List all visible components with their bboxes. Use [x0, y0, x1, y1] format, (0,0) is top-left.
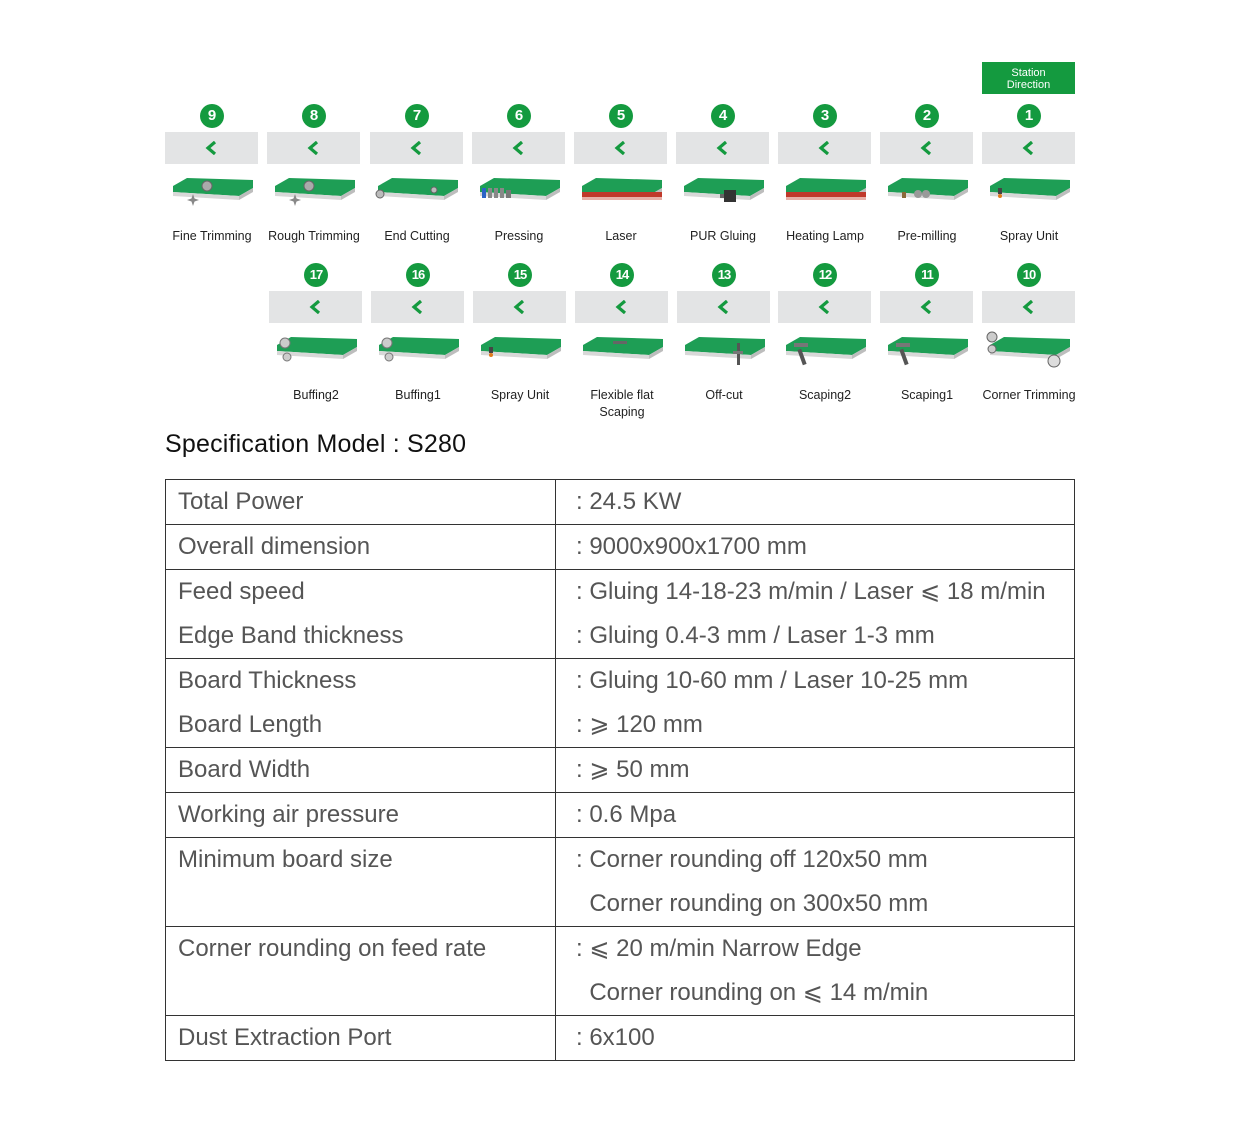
spec-value: : ⩾ 50 mm — [576, 756, 690, 783]
spray-unit-machine-icon — [984, 172, 1074, 222]
spec-value: : Corner rounding off 120x50 mm — [576, 846, 928, 873]
spec-table — [165, 479, 1075, 1061]
spec-row — [166, 927, 1075, 1016]
chevron-left-icon — [614, 141, 628, 155]
station-direction-label — [982, 62, 1075, 94]
station-label: PUR Gluing — [690, 229, 756, 243]
spec-key: Edge Band thickness — [178, 622, 404, 649]
chevron-left-icon — [818, 141, 832, 155]
direction-arrow-bar — [676, 132, 769, 164]
station-label: Buffing1 — [395, 388, 441, 402]
pressing-machine-icon — [474, 172, 564, 222]
spec-row — [166, 748, 1075, 793]
direction-arrow-bar — [982, 291, 1075, 323]
chevron-left-icon — [1022, 300, 1036, 314]
station-number-badge: 14 — [610, 263, 634, 287]
station-number-badge: 11 — [915, 263, 939, 287]
direction-arrow-bar — [778, 291, 871, 323]
chevron-left-icon — [309, 300, 323, 314]
station-label: Rough Trimming — [268, 229, 360, 243]
chevron-left-icon — [716, 141, 730, 155]
fine-trimming-machine-icon — [167, 172, 257, 222]
spray-unit-machine-icon — [475, 331, 565, 381]
spec-key: Overall dimension — [178, 533, 371, 560]
direction-arrow-bar — [472, 132, 565, 164]
spec-value: : 6x100 — [576, 1024, 655, 1051]
chevron-left-icon — [717, 300, 731, 314]
station-label: Laser — [605, 229, 637, 243]
station-number-badge: 13 — [712, 263, 736, 287]
chevron-left-icon — [205, 141, 219, 155]
buffing-machine-icon — [373, 331, 463, 381]
spec-value-cell — [556, 1016, 1075, 1061]
spec-key: Board Width — [178, 756, 311, 783]
station-label: Buffing2 — [293, 388, 339, 402]
spec-key-cell — [166, 927, 556, 1016]
laser-machine-icon — [576, 172, 666, 222]
spec-row — [166, 570, 1075, 659]
spec-key: Corner rounding on feed rate — [178, 935, 487, 962]
station-number-badge: 4 — [711, 104, 735, 128]
spec-key-cell — [166, 793, 556, 838]
station-label: End Cutting — [384, 229, 450, 243]
spec-key-cell — [166, 659, 556, 748]
pre-milling-machine-icon — [882, 172, 972, 222]
station-label: Corner Trimming — [982, 388, 1076, 402]
spec-key: Working air pressure — [178, 801, 399, 828]
station-direction-line1: Station — [1011, 66, 1046, 79]
station-number-badge: 7 — [405, 104, 429, 128]
direction-arrow-bar — [473, 291, 566, 323]
spec-value: : Gluing 0.4-3 mm / Laser 1-3 mm — [576, 622, 935, 649]
spec-value: : Gluing 10-60 mm / Laser 10-25 mm — [576, 667, 969, 694]
spec-row — [166, 838, 1075, 927]
station-label: Heating Lamp — [786, 229, 864, 243]
chevron-left-icon — [818, 300, 832, 314]
end-cutting-machine-icon — [372, 172, 462, 222]
off-cut-machine-icon — [679, 331, 769, 381]
spec-key-cell — [166, 480, 556, 525]
spec-value-cell — [556, 838, 1075, 927]
station-label: Scaping1 — [900, 388, 954, 402]
spec-key: Board Thickness — [178, 667, 357, 694]
spec-value: : ⩾ 120 mm — [576, 711, 703, 738]
spec-row — [166, 793, 1075, 838]
direction-arrow-bar — [165, 132, 258, 164]
station-label: Scaping2 — [798, 388, 852, 402]
station-number-badge: 2 — [915, 104, 939, 128]
direction-arrow-bar — [575, 291, 668, 323]
station-number-badge: 15 — [508, 263, 532, 287]
flexible-scraping-machine-icon — [577, 331, 667, 381]
chevron-left-icon — [1022, 141, 1036, 155]
station-label: Fine Trimming — [172, 229, 252, 243]
station-label: Spray Unit — [999, 229, 1059, 243]
spec-key-cell — [166, 525, 556, 570]
station-number-badge: 16 — [406, 263, 430, 287]
spec-value-cell — [556, 927, 1075, 1016]
chevron-left-icon — [615, 300, 629, 314]
spec-title: Specification Model : S280 — [165, 430, 467, 458]
spec-key: Dust Extraction Port — [178, 1024, 392, 1051]
station-number-badge: 8 — [302, 104, 326, 128]
direction-arrow-bar — [269, 291, 362, 323]
scraping-machine-icon — [882, 331, 972, 381]
station-label: Pre-milling — [897, 229, 957, 243]
chevron-left-icon — [410, 141, 424, 155]
buffing-machine-icon — [271, 331, 361, 381]
spec-key: Total Power — [178, 488, 304, 515]
spec-row — [166, 525, 1075, 570]
station-number-badge: 6 — [507, 104, 531, 128]
chevron-left-icon — [920, 300, 934, 314]
chevron-left-icon — [307, 141, 321, 155]
spec-value-cell — [556, 525, 1075, 570]
spec-key: Feed speed — [178, 578, 305, 605]
spec-value: : 9000x900x1700 mm — [576, 533, 807, 560]
chevron-left-icon — [513, 300, 527, 314]
chevron-left-icon — [920, 141, 934, 155]
spec-key-cell — [166, 570, 556, 659]
direction-arrow-bar — [880, 291, 973, 323]
spec-value: : 24.5 KW — [576, 488, 682, 515]
spec-value-cell — [556, 748, 1075, 793]
corner-trimming-machine-icon — [984, 331, 1074, 381]
rough-trimming-machine-icon — [269, 172, 359, 222]
station-label: Pressing — [494, 229, 544, 243]
heating-lamp-machine-icon — [780, 172, 870, 222]
station-label: Spray Unit — [490, 388, 550, 402]
direction-arrow-bar — [677, 291, 770, 323]
station-label: Flexible flat Scaping — [590, 388, 654, 419]
spec-value: : ⩽ 20 m/min Narrow Edge — [576, 935, 862, 962]
spec-value: Corner rounding on 300x50 mm — [576, 890, 929, 917]
pur-gluing-machine-icon — [678, 172, 768, 222]
direction-arrow-bar — [880, 132, 973, 164]
station-label: Off-cut — [705, 388, 743, 402]
spec-value-cell — [556, 570, 1075, 659]
direction-arrow-bar — [574, 132, 667, 164]
spec-value: : 0.6 Mpa — [576, 801, 677, 828]
spec-row — [166, 480, 1075, 525]
spec-value: : Gluing 14-18-23 m/min / Laser ⩽ 18 m/min — [576, 578, 1046, 605]
station-number-badge: 9 — [200, 104, 224, 128]
station-number-badge: 5 — [609, 104, 633, 128]
spec-key: Board Length — [178, 711, 323, 738]
station-number-badge: 10 — [1017, 263, 1041, 287]
spec-value-cell — [556, 659, 1075, 748]
station-number-badge: 1 — [1017, 104, 1041, 128]
direction-arrow-bar — [267, 132, 360, 164]
direction-arrow-bar — [370, 132, 463, 164]
spec-key: Minimum board size — [178, 846, 393, 873]
chevron-left-icon — [512, 141, 526, 155]
spec-value-cell — [556, 793, 1075, 838]
direction-arrow-bar — [982, 132, 1075, 164]
scraping-machine-icon — [780, 331, 870, 381]
spec-key-cell — [166, 748, 556, 793]
station-direction-line2: Direction — [1006, 78, 1051, 91]
station-number-badge: 3 — [813, 104, 837, 128]
spec-row — [166, 659, 1075, 748]
chevron-left-icon — [411, 300, 425, 314]
direction-arrow-bar — [371, 291, 464, 323]
spec-value-cell — [556, 480, 1075, 525]
spec-key-cell — [166, 838, 556, 927]
station-number-badge: 12 — [813, 263, 837, 287]
spec-row — [166, 1016, 1075, 1061]
spec-key-cell — [166, 1016, 556, 1061]
station-number-badge: 17 — [304, 263, 328, 287]
direction-arrow-bar — [778, 132, 871, 164]
spec-value: Corner rounding on ⩽ 14 m/min — [576, 979, 929, 1006]
